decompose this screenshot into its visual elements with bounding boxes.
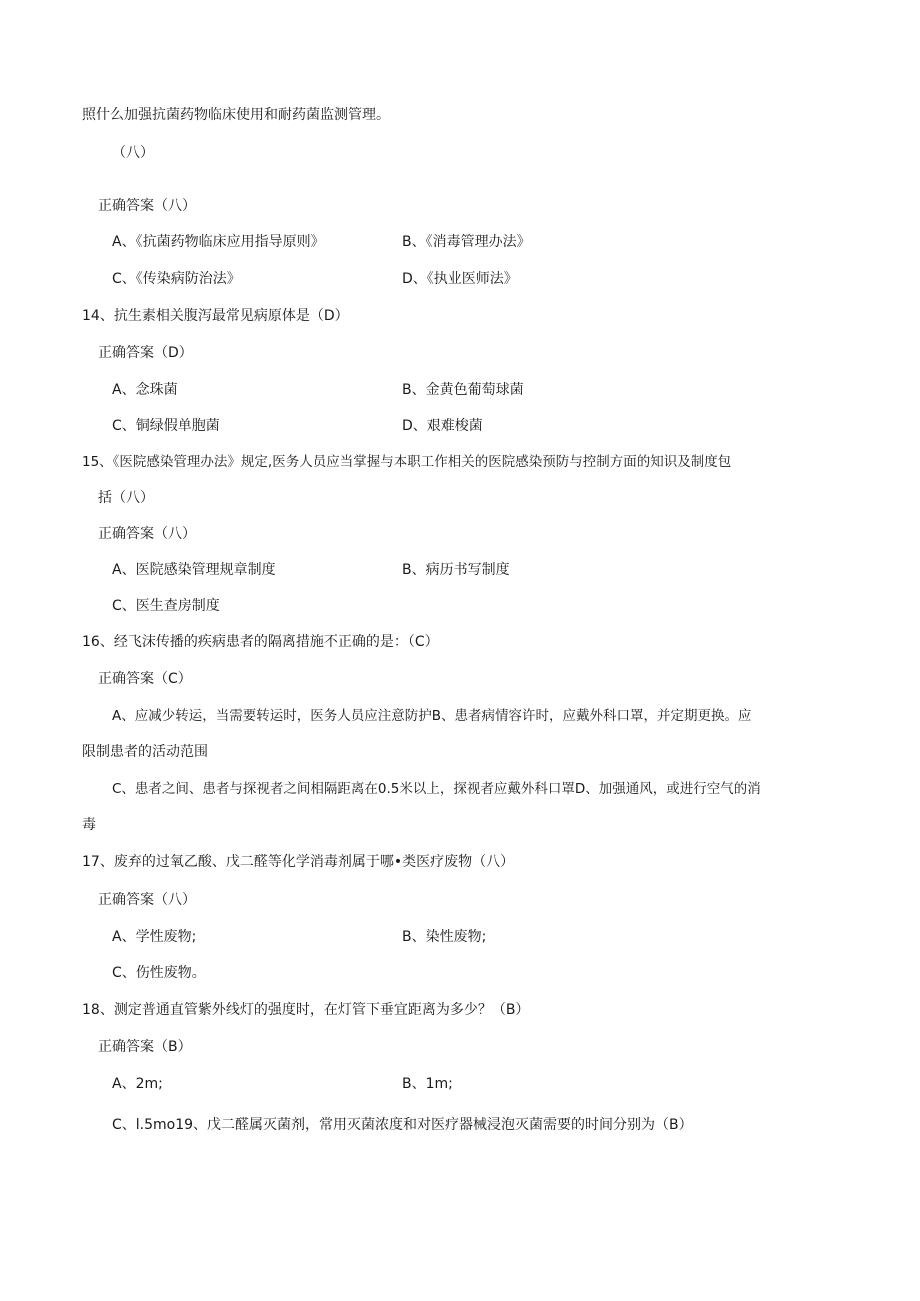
- intro-option-a: A、《抗菌药物临床应用指导原则》: [112, 234, 325, 250]
- intro-option-d: D、《执业医师法》: [402, 271, 518, 287]
- intro-paren: （八）: [112, 145, 154, 161]
- q16-option-cd-line2: 毒: [82, 817, 96, 833]
- q15-option-b: B、病历书写制度: [402, 562, 510, 578]
- q18-question: 18、测定普通直管紫外线灯的强度时，在灯管下垂宜距离为多少？（B）: [82, 1002, 530, 1018]
- q17-answer: 正确答案（八）: [98, 892, 196, 908]
- q14-option-c: C、铜绿假单胞菌: [112, 418, 220, 434]
- q14-question: 14、抗生素相关腹泻最常见病原体是（D）: [82, 308, 349, 324]
- q15-question-line2: 括（八）: [98, 490, 154, 506]
- q16-option-cd-line1: C、患者之间、患者与探视者之间相隔距离在0.5米以上，探视者应戴外科口罩D、加强通风，或进行空气的消: [112, 781, 761, 797]
- q18-option-c-q19: C、l.5mo19、戊二醛属灭菌剂，常用灭菌浓度和对医疗器械浸泡灭菌需要的时间分别为（B）: [112, 1117, 693, 1133]
- q16-answer: 正确答案（C）: [98, 671, 192, 687]
- q17-option-c: C、伤性废物。: [112, 965, 206, 981]
- q16-option-ab-line1: A、应减少转运，当需要转运时，医务人员应注意防护B、患者病情容许时，应戴外科口罩，并定期更换。应: [112, 708, 752, 724]
- q16-question: 16、经飞沫传播的疾病患者的隔离措施不正确的是：（C）: [82, 634, 439, 650]
- q14-option-a: A、念珠菌: [112, 382, 178, 398]
- q18-answer: 正确答案（B）: [98, 1039, 192, 1055]
- intro-answer: 正确答案（八）: [98, 198, 196, 214]
- q16-option-ab-line2: 限制患者的活动范围: [82, 744, 208, 760]
- q14-answer: 正确答案（D）: [98, 345, 193, 361]
- q17-option-b: B、染性废物;: [402, 929, 487, 945]
- q17-option-a: A、学性废物;: [112, 929, 197, 945]
- q15-option-c: C、医生查房制度: [112, 598, 220, 614]
- q15-option-a: A、医院感染管理规章制度: [112, 562, 276, 578]
- q18-option-a: A、2m;: [112, 1076, 163, 1092]
- intro-option-c: C、《传染病防治法》: [112, 271, 241, 287]
- q17-question: 17、废弃的过氧乙酸、戊二醛等化学消毒剂属于哪•类医疗废物（八）: [82, 854, 515, 870]
- intro-text: 照什么加强抗菌药物临床使用和耐药菌监测管理。: [82, 107, 390, 123]
- q14-option-d: D、艰难梭菌: [402, 418, 483, 434]
- intro-option-b: B、《消毒管理办法》: [402, 234, 531, 250]
- q15-answer: 正确答案（八）: [98, 526, 196, 542]
- q18-option-b: B、1m;: [402, 1076, 453, 1092]
- q15-question-line1: 15、《医院感染管理办法》规定,医务人员应当掌握与本职工作相关的医院感染预防与控制方面的知识及制度包: [82, 454, 732, 470]
- q14-option-b: B、金黄色葡萄球菌: [402, 382, 524, 398]
